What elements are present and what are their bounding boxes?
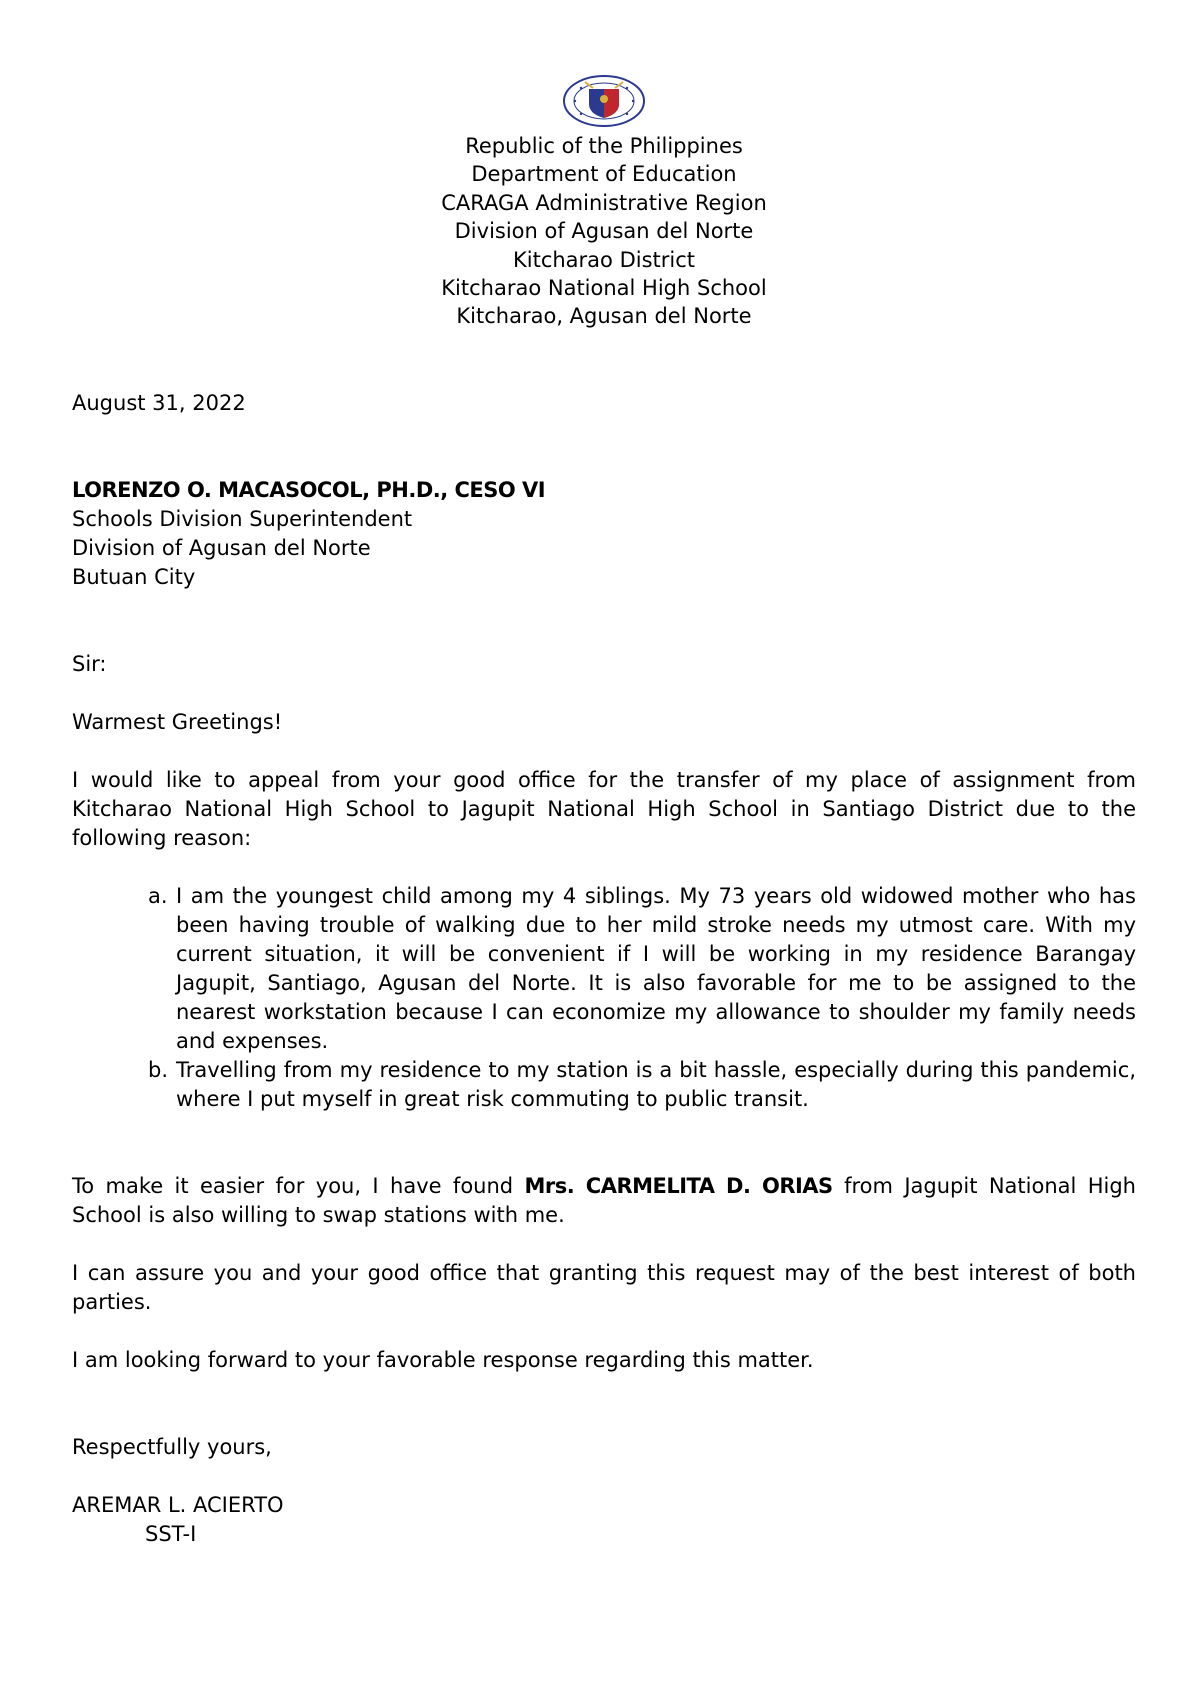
addressee-office: Division of Agusan del Norte — [72, 535, 371, 560]
list-item — [148, 882, 1136, 1056]
letterhead-line-division: Division of Agusan del Norte — [454, 219, 754, 244]
swap-text-after: from Jagupit National High School is also willing to swap stations with me. — [72, 1173, 1136, 1227]
deped-seal-icon — [559, 74, 649, 128]
signer-title: SST-I — [145, 1521, 197, 1546]
addressee-block — [72, 476, 1136, 592]
list-marker: a. — [148, 883, 168, 908]
assurance-paragraph: I can assure you and your good office that granting this request may of the best interest of both parties. — [72, 1260, 1136, 1314]
letterhead — [72, 132, 1136, 331]
signer-name: AREMAR L. ACIERTO — [72, 1492, 284, 1517]
letterhead-line-republic: Republic of the Philippines — [465, 134, 743, 158]
letterhead-line-address: Kitcharao, Agusan del Norte — [456, 304, 752, 329]
forward-paragraph: I am looking forward to your favorable response regarding this matter. — [72, 1347, 814, 1372]
addressee-city: Butuan City — [72, 564, 196, 589]
deped-seal-container — [72, 74, 1136, 126]
intro-paragraph: I would like to appeal from your good office for the transfer of my place of assignment from Kitcharao National High School to Jagupit National High School in Santiago District due to the following reason: — [72, 767, 1136, 850]
swap-person-name: Mrs. CARMELITA D. ORIAS — [524, 1173, 833, 1198]
signer-block — [72, 1491, 1136, 1549]
list-item — [148, 1056, 1136, 1114]
reasons-list — [72, 882, 1136, 1114]
reason-text: I am the youngest child among my 4 siblings. My 73 years old widowed mother who has been having trouble of walking due to her mild stroke needs my utmost care. With my current situation, it will be convenient if I will be working in my residence Barangay Jagupit, Santiago, Agusan del Norte. It is also favorable for me to be assigned to the nearest workstation because I can economize my allowance to shoulder my family needs and expenses. — [176, 883, 1136, 1053]
reason-text: Travelling from my residence to my station is a bit hassle, especially during this pandemic, where I put myself in great risk commuting to public transit. — [176, 1057, 1136, 1111]
addressee-title: Schools Division Superintendent — [72, 506, 413, 531]
greeting: Warmest Greetings! — [72, 709, 283, 734]
letter-date: August 31, 2022 — [72, 390, 246, 415]
salutation: Sir: — [72, 651, 107, 676]
letterhead-line-school: Kitcharao National High School — [441, 276, 767, 301]
swap-text-before: To make it easier for you, I have found — [72, 1173, 525, 1198]
letterhead-line-district: Kitcharao District — [512, 247, 696, 272]
closing: Respectfully yours, — [72, 1434, 272, 1459]
letterhead-line-department: Department of Education — [471, 162, 737, 187]
addressee-name: LORENZO O. MACASOCOL, PH.D., CESO VI — [72, 477, 546, 502]
letterhead-line-region: CARAGA Administrative Region — [441, 190, 767, 215]
swap-paragraph — [72, 1172, 1136, 1230]
list-marker: b. — [148, 1057, 169, 1082]
